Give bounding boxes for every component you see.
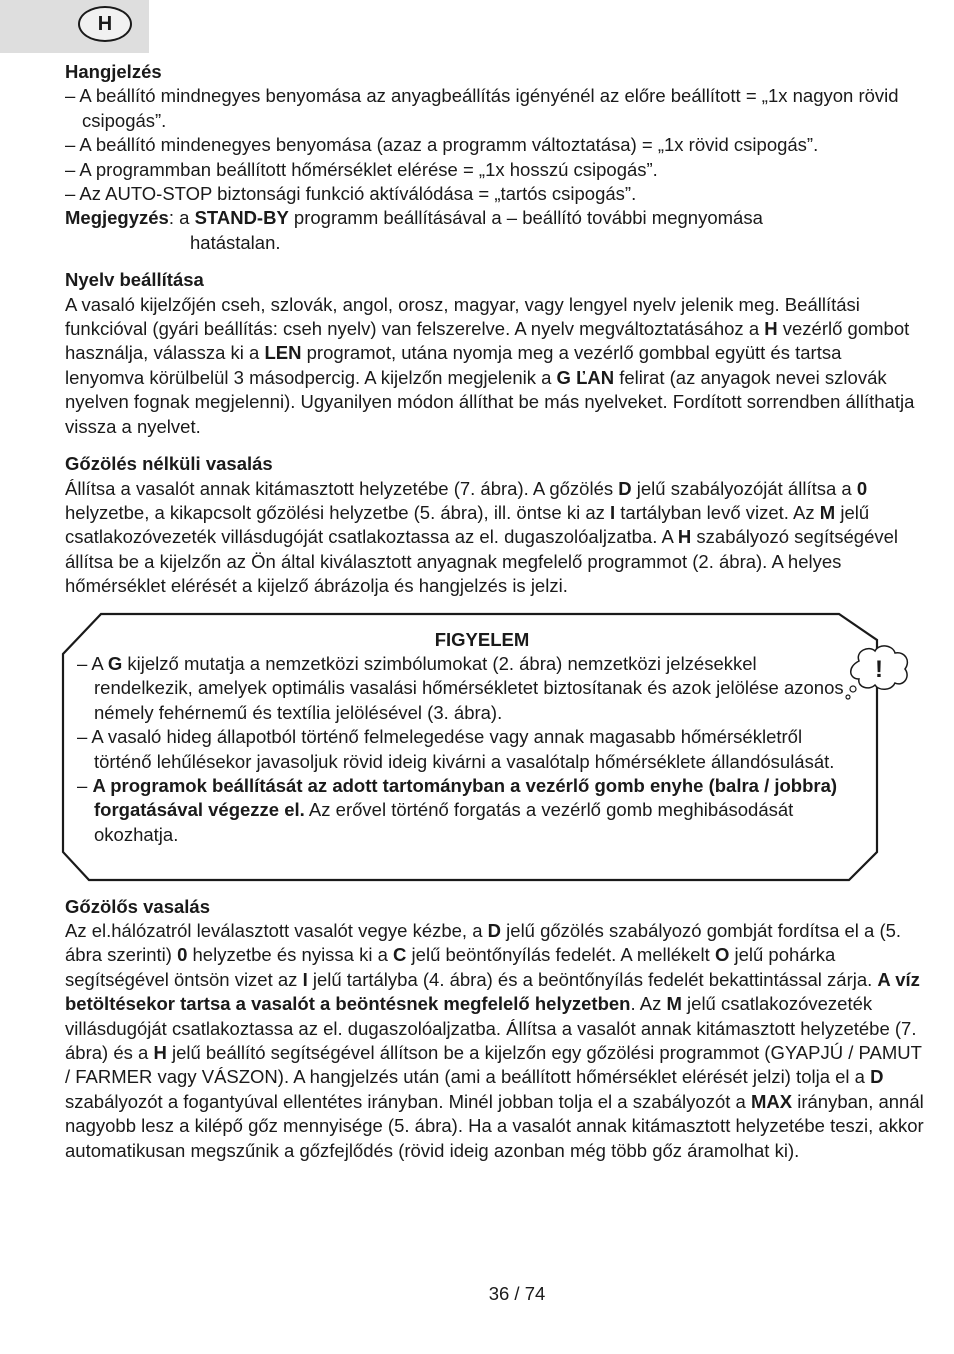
warning-content — [77, 628, 847, 848]
warning-item: – A vasaló hideg állapotból történő felmelegedése vagy annak magasabb hőmérsékletről történő lehűlésekor javasoljuk rövid ideig kivárni a vasalótalp hőmérséklete állandósulását. — [77, 726, 835, 772]
warning-item: – A programok beállítását az adott tartományban a vezérlő gomb enyhe (balra / jobbra) forgatásával végezze el. Az erővel történő forgatás a vezérlő gomb meghibásodását okozhatja. — [77, 774, 838, 845]
section-gozolos — [65, 895, 925, 1163]
section-title-gozoles-nelkul: Gőzölés nélküli vasalás — [65, 453, 273, 475]
section-nyelv — [65, 268, 925, 439]
body-paragraph: Az el.hálózatról leválasztott vasalót vegye kézbe, a D jelű gőzölés szabályozó gombját fordítsa el a (5. ábra szerinti) 0 helyzetbe és nyissa ki a C jelű beöntőnyílás fedelét. A mellékelt O jelű pohárka segítségével öntsön vizet az I jelű tartályba (4. ábra) és a beöntőnyílás fedelét bekattintással zárja. A víz betöltésekor tartsa a vasalót a beöntésnek megfelelő helyzetben. Az M jelű csatlakozóvezeték villásdugóját csatlakoztassa az el. dugaszolóaljzatba. Állítsa a vasalót annak kitámasztott helyzetébe (7. ábra) és a H jelű beállító segítségével állítson be a kijelzőn egy gőzölési programmot (GYAPJÚ / PAMUT / FARMER vagy VÁSZON). A hangjelzés után (ami a beállított hőmérséklet elérését jelzi) tolja el a D szabályozót a fogantyúval ellentétes irányban. Minél jobban tolja el a szabályozót a MAX irányban, annál nagyobb lesz a kilépő gőz mennyisége (5. ábra). Ha a vasalót annak kitámasztott helyzetébe teszi, akkor automatikusan megszűnik a gőzfejlődés (rövid ideig azonban még több gőz áramolhat ki). — [65, 919, 924, 1161]
language-code-badge: H — [78, 6, 132, 42]
warning-box — [61, 612, 911, 882]
note-continuation: hatástalan. — [190, 231, 281, 253]
section-hangjelzes — [65, 60, 925, 255]
note-label: Megjegyzés — [65, 207, 169, 229]
body-paragraph: A vasaló kijelzőjén cseh, szlovák, angol, orosz, magyar, vagy lengyel nyelv jelenik meg. Beállítási funkcióval (gyári beállítás: cseh nyelv) van felszerelve. A nyelv megváltoztatásához a H vezérlő gombot használja, válassza ki a LEN programot, utána nyomja meg a vezérlő gombbal együtt és tartsa lenyomva körülbelül 3 másodpercig. A kijelzőn megjelenik a G ĽAN felirat (az anyagok nevei szlovák nyelven fognak megjelenni). Ugyanilyen módon állíthat be más nyelveket. Fordított sorrendben állíthatja vissza a nyelvet. — [65, 293, 915, 437]
list-item: – Az AUTO-STOP biztonsági funkció aktíválódása = „tartós csipogás”. — [65, 183, 637, 205]
list-item: – A beállító mindnegyes benyomása az anyagbeállítás igényénél az előre beállított = „1x nagyon rövid csipogás”. — [65, 85, 899, 131]
warning-item: – A G kijelző mutatja a nemzetközi szimbólumokat (2. ábra) nemzetközi jelzésekkel rendelkezik, amelyek optimális vasalási hőmérsékletet biztosítanak és azok jelölése azonos némely fehérnemű és textília jelölésével (3. ábra). — [77, 652, 844, 723]
list-item: – A programmban beállított hőmérséklet elérése = „1x hosszú csipogás”. — [65, 158, 658, 180]
page-content — [65, 60, 925, 1176]
exclamation-bubble-icon — [843, 643, 913, 705]
section-title-nyelv: Nyelv beállítása — [65, 269, 204, 291]
section-title-gozolos: Gőzölős vasalás — [65, 895, 210, 917]
note-paragraph: Megjegyzés: a STAND-BY programm beállításával a – beállító további megnyomása — [65, 207, 763, 229]
section-title-hangjelzes: Hangjelzés — [65, 61, 162, 82]
page-number: 36 / 74 — [488, 1283, 546, 1304]
svg-text:!: ! — [875, 656, 883, 683]
language-tab — [0, 0, 149, 53]
warning-title: FIGYELEM — [434, 628, 530, 650]
section-gozoles-nelkul — [65, 452, 925, 598]
list-item: – A beállító mindenegyes benyomása (azaz a programm változtatása) = „1x rövid csipogás”. — [65, 134, 819, 156]
body-paragraph: Állítsa a vasalót annak kitámasztott helyzetébe (7. ábra). A gőzölés D jelű szabályozóját állítsa a 0 helyzetbe, a kikapcsolt gőzölési helyzetbe (5. ábra), ill. öntse ki az I tartályban levő vizet. Az M jelű csatlakozóvezeték villásdugóját csatlakoztassa az el. dugaszolóaljzatba. A H szabályozó segítségével állítsa be a kijelzőn az Ön által kiválasztott anyagnak megfelelő programmot (2. ábra). A helyes hőmérséklet elérését a kijelző ábrázolja és hangjelzés is jelzi. — [65, 477, 899, 597]
